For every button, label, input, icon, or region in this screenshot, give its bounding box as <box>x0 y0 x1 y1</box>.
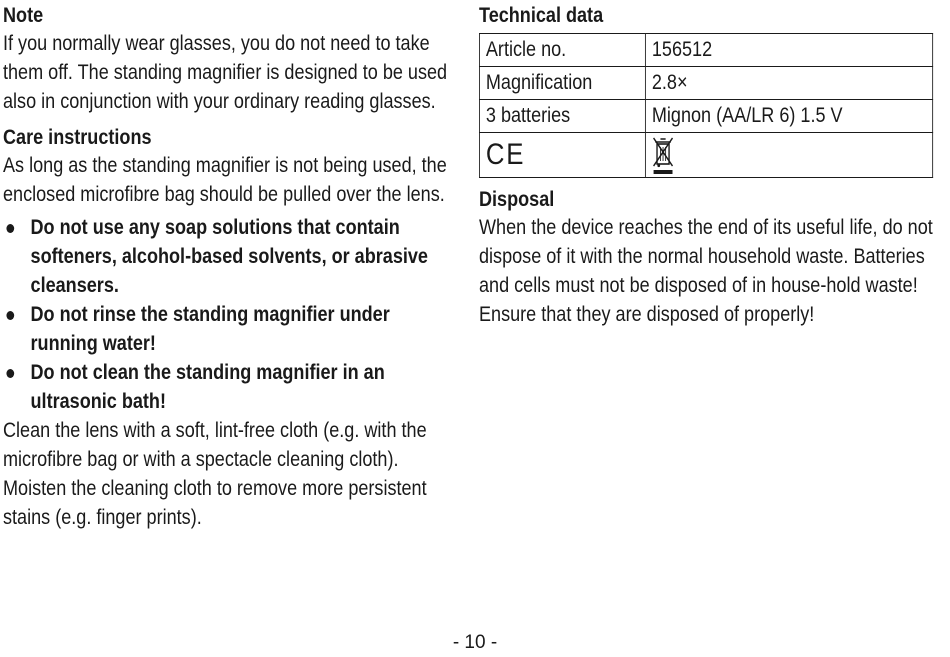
note-text: If you normally wear glasses, you do not need to take them off. The standing magnifier is designed to be used also in conjunction with your ordinary reading glasses. <box>3 32 448 113</box>
table-cell-value: 156512 <box>645 34 932 67</box>
weee-symbol-cell <box>645 133 932 178</box>
warning-item: Do not use any soap solutions that contain softeners, alcohol-based solvents, or abrasive cleansers. <box>3 213 456 300</box>
bullet-icon <box>6 369 14 378</box>
table-cell-value: Mignon (AA/LR 6) 1.5 V <box>645 100 932 133</box>
care-intro: As long as the standing magnifier is not being used, the enclosed microfibre bag should be pulled over the lens. <box>3 154 447 206</box>
care-outro: Clean the lens with a soft, lint-free cloth (e.g. with the microfibre bag or with a spectacle cleaning cloth). Moisten the cleaning cloth to remove more persistent stains (e.g. finger prints). <box>3 419 427 529</box>
ce-mark-cell <box>479 133 645 178</box>
care-heading: Care instructions <box>3 126 152 149</box>
table-row <box>479 67 932 100</box>
table-cell-label: 3 batteries <box>479 100 645 133</box>
technical-heading: Technical data <box>479 4 604 27</box>
technical-data-table <box>479 33 933 178</box>
note-heading: Note <box>3 4 44 27</box>
page-number: - 10 - <box>452 632 498 653</box>
disposal-heading: Disposal <box>479 188 555 211</box>
left-column <box>3 2 455 532</box>
table-cell-value: 2.8× <box>645 67 932 100</box>
ce-mark: CE <box>485 138 526 171</box>
table-row <box>479 34 932 67</box>
care-warning-list <box>3 213 456 416</box>
warning-item: Do not clean the standing magnifier in an ultrasonic bath! <box>3 358 456 416</box>
right-column <box>479 2 939 329</box>
bullet-icon <box>6 224 14 233</box>
disposal-text: When the device reaches the end of its useful life, do not dispose of it with the normal household waste. Batteries and cells must not be disposed of in house-hold waste! Ensure that they are disposed of properly! <box>479 216 933 326</box>
table-cell-label: Article no. <box>479 34 645 67</box>
table-row-symbols <box>479 133 932 178</box>
crossed-out-wheelie-bin-icon <box>652 135 674 175</box>
warning-item: Do not rinse the standing magnifier under running water! <box>3 300 456 358</box>
bullet-icon <box>6 311 14 320</box>
table-row <box>479 100 932 133</box>
table-cell-label: Magnification <box>479 67 645 100</box>
